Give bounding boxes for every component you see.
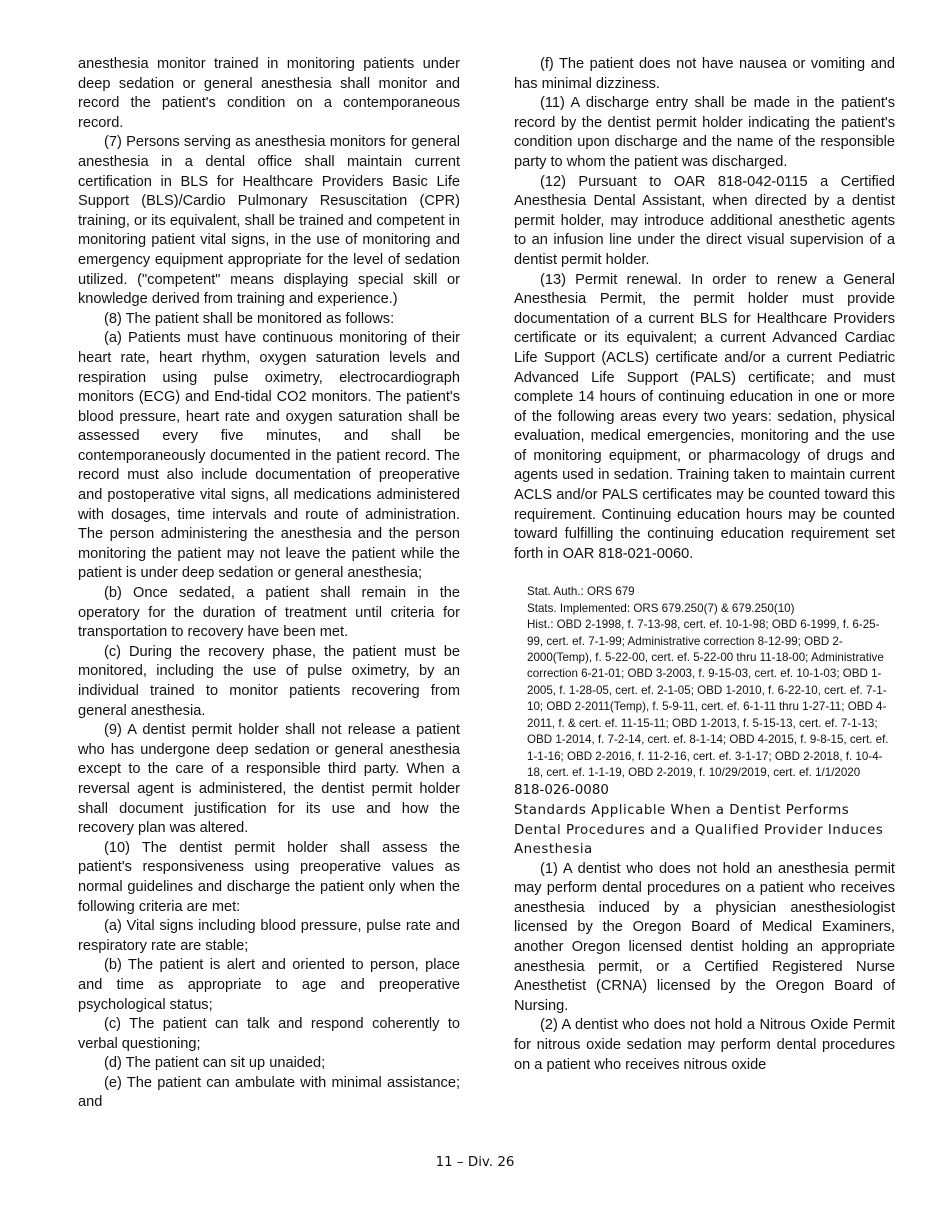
paragraph: (8) The patient shall be monitored as follows:	[104, 310, 395, 327]
statutes-implemented: Stats. Implemented: ORS 679.250(7) & 679.250(10)	[527, 601, 795, 615]
paragraph: (f) The patient does not have nausea or vomiting and has minimal dizziness.	[514, 56, 895, 92]
history-note: Hist.: OBD 2-1998, f. 7-13-98, cert. ef. 10-1-98; OBD 6-1999, f. 6-25-99, cert. ef. 7-1-99; Administrative correction 8-12-99; OBD 2-2000(Temp), f. 5-22-00, cert. ef. 5-22-00 thru 11-18-00; Administrative correction 6-21-01; OBD 3-2003, f. 9-15-03, cert. ef. 10-1-03; OBD 1-2005, f. 1-28-05, cert. ef. 2-1-05; OBD 1-2010, f. 6-22-10, cert. ef. 7-1-10; OBD 2-2011(Temp), f. 5-9-11, cert. ef. 6-1-11 thru 1-27-11; OBD 4-2011, f. & cert. ef. 11-15-11; OBD 1-2013, f. 5-15-13, cert. ef. 7-1-13; OBD 1-2014, f. 7-2-14, cert. ef. 8-1-14; OBD 4-2015, f. 9-8-15, cert. ef. 1-1-16; OBD 2-2016, f. 11-2-16, cert. ef. 3-1-17; OBD 2-2018, f. 10-4-18, cert. ef. 1-1-19, OBD 2-2019, f. 10/29/2019, cert. ef. 1/1/2020	[527, 618, 889, 779]
right-column	[514, 55, 895, 1075]
paragraph: (e) The patient can ambulate with minimal assistance; and	[78, 1074, 460, 1111]
paragraph: (a) Patients must have continuous monitoring of their heart rate, heart rhythm, oxygen saturation levels and respiration using pulse oximetry, electrocardiograph monitors (ECG) and End-tidal CO2 monitors. The patient's blood pressure, heart rate and oxygen saturation shall be assessed every five minutes, and shall be contemporaneously documented in the patient record. The record must also include documentation of preoperative and postoperative vital signs, all medications administered with dosages, time intervals and route of administration. The person administering the anesthesia and the person monitoring the patient may not leave the patient while the patient is under deep sedation or general anesthesia;	[78, 330, 460, 582]
paragraph: (d) The patient can sit up unaided;	[104, 1055, 326, 1072]
paragraph: (c) The patient can talk and respond coherently to verbal questioning;	[78, 1016, 460, 1052]
paragraph: (c) During the recovery phase, the patient must be monitored, including the use of pulse oximetry, by an individual trained to monitor patients recovering from general anesthesia.	[78, 643, 460, 719]
paragraph: (12) Pursuant to OAR 818-042-0115 a Certified Anesthesia Dental Assistant, when directed by a dentist permit holder, may introduce additional anesthetic agents to an infusion line under the direct visual supervision of a dentist permit holder.	[514, 173, 895, 268]
paragraph: (a) Vital signs including blood pressure, pulse rate and respiratory rate are stable;	[78, 918, 460, 954]
rule-number: 818-026-0080	[514, 783, 609, 799]
paragraph: (1) A dentist who does not hold an anesthesia permit may perform dental procedures on a patient who receives anesthesia induced by a physician anesthesiologist licensed by the Oregon Board of Medical Examiners, another Oregon licensed dentist holding an appropriate anesthesia permit, or a Certified Registered Nurse Anesthetist (CRNA) licensed by the Oregon Board of Nursing.	[514, 860, 895, 1014]
left-column	[78, 55, 460, 1113]
paragraph: anesthesia monitor trained in monitoring patients under deep sedation or general anesthesia shall monitor and record the patient's condition on a contemporaneous record.	[78, 56, 460, 131]
paragraph: (2) A dentist who does not hold a Nitrous Oxide Permit for nitrous oxide sedation may perform dental procedures on a patient who receives nitrous oxide	[514, 1017, 895, 1073]
paragraph: (11) A discharge entry shall be made in the patient's record by the dentist permit holder indicating the patient's condition upon discharge and the name of the responsible party to whom the patient was discharged.	[514, 95, 895, 170]
paragraph: (13) Permit renewal. In order to renew a General Anesthesia Permit, the permit holder must provide documentation of a current BLS for Healthcare Providers certificate or its equivalent; a current Advanced Cardiac Life Support (ACLS) certificate and/or a current Pediatric Advanced Life Support (PALS) certificate; and must complete 14 hours of continuing education in one or more of the following areas every two years: sedation, physical evaluation, medical emergencies, monitoring and the use of monitoring equipment, or pharmacology of drugs and agents used in sedation. Training taken to maintain current ACLS and/or PALS certificates may be counted toward this requirement. Continuing education hours may be counted toward fulfilling the continuing education requirement set forth in OAR 818-021-0060.	[514, 271, 895, 562]
rule-title: Standards Applicable When a Dentist Performs Dental Procedures and a Qualified Provider Induces Anesthesia	[514, 802, 884, 858]
paragraph: (7) Persons serving as anesthesia monitors for general anesthesia in a dental office shall maintain current certification in BLS for Healthcare Providers Basic Life Support (BLS)/Cardio Pulmonary Resuscitation (CPR) training, or its equivalent, shall be trained and competent in monitoring patient vital signs, in the use of monitoring and emergency equipment appropriate for the level of sedation utilized. ("competent" means displaying special skill or knowledge derived from training and experience.)	[78, 134, 460, 308]
paragraph: (b) Once sedated, a patient shall remain in the operatory for the duration of treatment until criteria for transportation to recovery have been met.	[78, 585, 460, 641]
page-footer: 11 – Div. 26	[435, 1155, 515, 1170]
history-block	[514, 584, 895, 781]
paragraph: (b) The patient is alert and oriented to person, place and time as appropriate to age and preoperative psychological status;	[78, 957, 460, 1013]
statutory-authority: Stat. Auth.: ORS 679	[527, 585, 635, 599]
paragraph: (9) A dentist permit holder shall not release a patient who has undergone deep sedation or general anesthesia except to the care of a responsible third party. When a reversal agent is administered, the dentist permit holder shall document justification for its use and how the recovery plan was altered.	[78, 722, 460, 837]
paragraph: (10) The dentist permit holder shall assess the patient's responsiveness using preoperative values as normal guidelines and discharge the patient only when the following criteria are met:	[78, 839, 460, 915]
